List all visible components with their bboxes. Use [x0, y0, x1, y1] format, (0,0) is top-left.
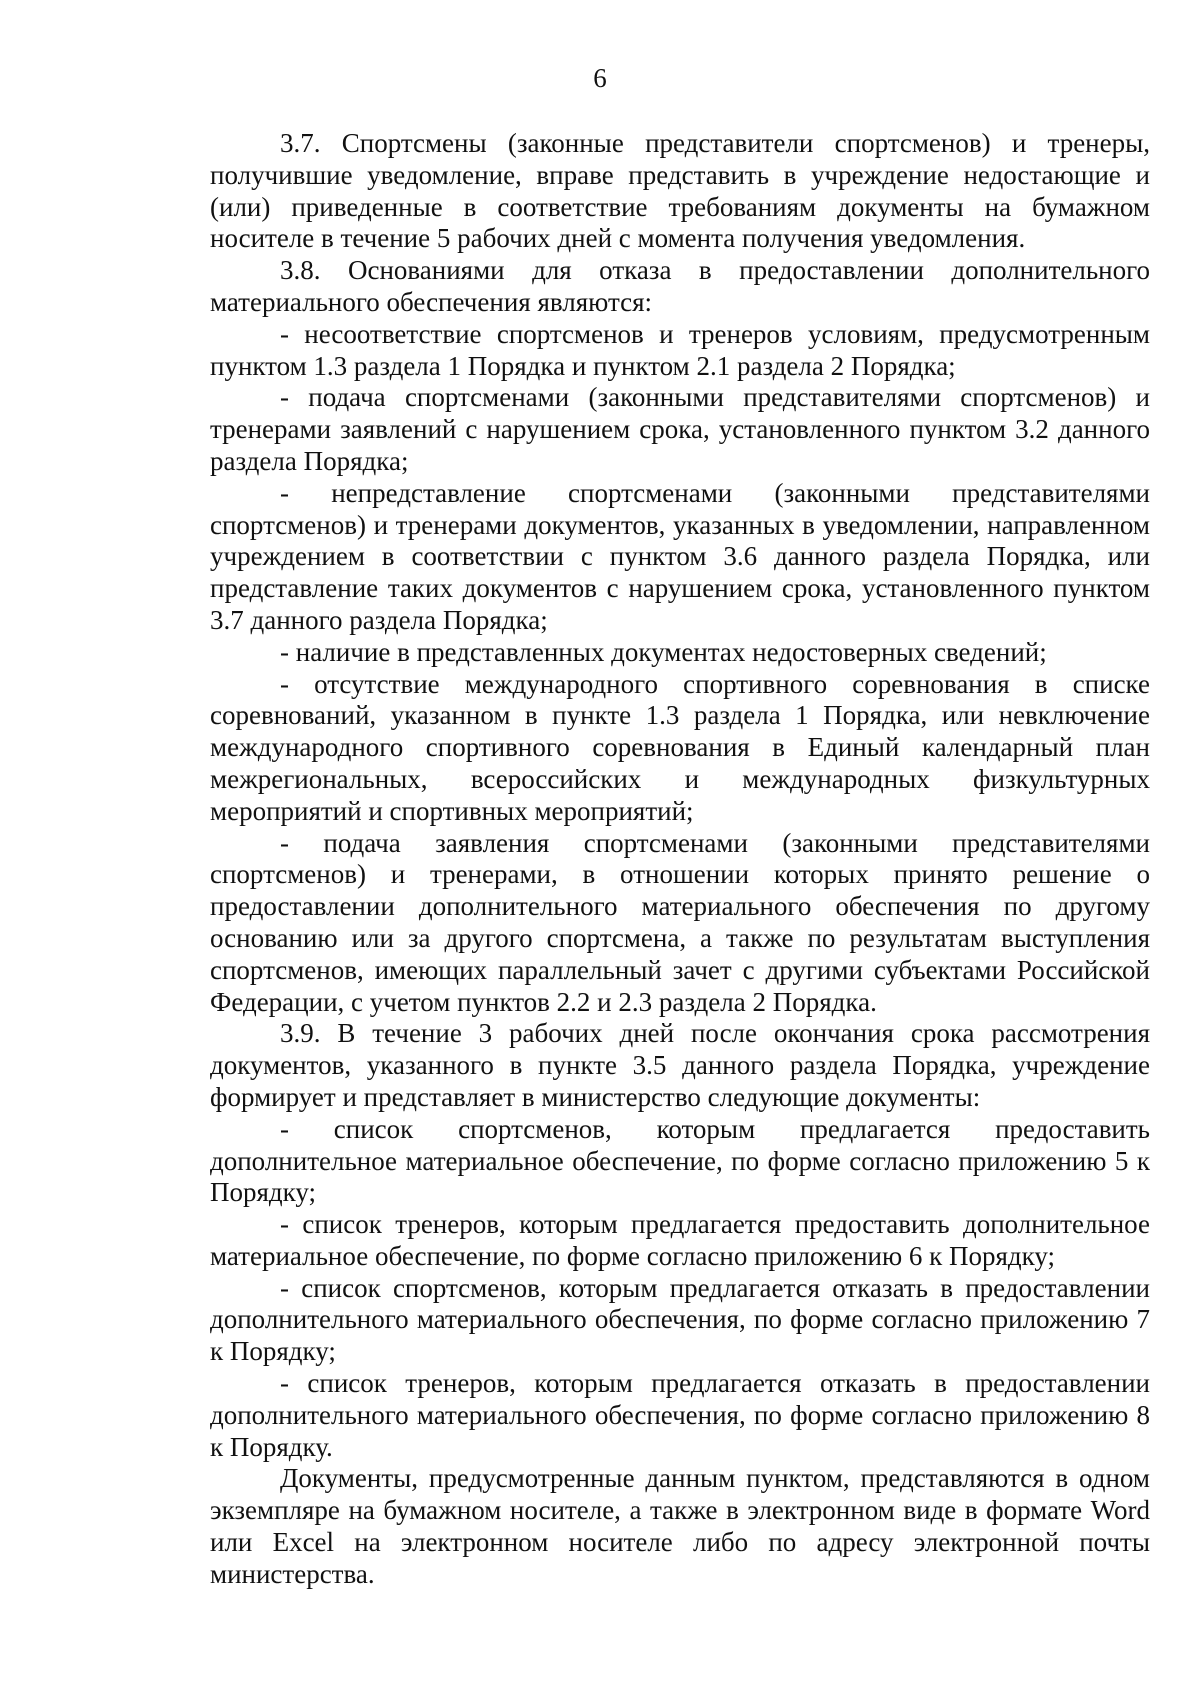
list-item: - непредставление спортсменами (законными представителями спортсменов) и тренерами документов, указанных в уведомлении, направленном учреждением в соответствии с пунктом 3.6 данного раздела Порядка, или представление таких документов с нарушением срока, установленного пунктом 3.7 данного раздела Порядка; [210, 477, 1150, 635]
list-item: - список тренеров, которым предлагается отказать в предоставлении дополнительного материального обеспечения, по форме согласно приложению 8 к Порядку. [210, 1368, 1150, 1462]
list-item: - несоответствие спортсменов и тренеров условиям, предусмотренным пунктом 1.3 раздела 1 Порядка и пунктом 2.1 раздела 2 Порядка; [210, 318, 1150, 381]
list-item: - наличие в представленных документах недостоверных сведений; [280, 636, 1047, 667]
list-item: - список спортсменов, которым предлагается предоставить дополнительное материальное обеспечение, по форме согласно приложению 5 к Порядку; [210, 1113, 1150, 1208]
page-number: 6 [593, 63, 607, 93]
list-item: - список спортсменов, которым предлагается отказать в предоставлении дополнительного материального обеспечения, по форме согласно приложению 7 к Порядку; [210, 1272, 1150, 1367]
list-item: - подача заявления спортсменами (законными представителями спортсменов) и тренерами, в отношении которых принято решение о предоставлении дополнительного материального обеспечения по другому основанию или за другого спортсмена, а также по результатам выступления спортсменов, имеющих параллельный зачет с другими субъектами Российской Федерации, с учетом пунктов 2.2 и 2.3 раздела 2 Порядка. [210, 827, 1150, 1017]
document-body [210, 128, 1150, 1591]
list-item: - отсутствие международного спортивного соревнования в списке соревнований, указанном в пункте 1.3 раздела 1 Порядка, или невключение международного спортивного соревнования в Единый календарный план межрегиональных, всероссийских и международных физкультурных мероприятий и спортивных мероприятий; [210, 668, 1150, 826]
paragraph-3-8: 3.8. Основаниями для отказа в предоставлении дополнительного материального обеспечения являются: [210, 255, 1150, 317]
list-item: - список тренеров, которым предлагается предоставить дополнительное материальное обеспечение, по форме согласно приложению 6 к Порядку; [210, 1209, 1150, 1271]
paragraph-3-9: 3.9. В течение 3 рабочих дней после окончания срока рассмотрения документов, указанного в пункте 3.5 данного раздела Порядка, учреждение формирует и представляет в министерство следующие документы: [210, 1018, 1150, 1112]
list-item: - подача спортсменами (законными представителями спортсменов) и тренерами заявлений с нарушением срока, установленного пунктом 3.2 данного раздела Порядка; [210, 382, 1150, 476]
paragraph-3-7: 3.7. Спортсмены (законные представители спортсменов) и тренеры, получившие уведомление, вправе представить в учреждение недостающие и (или) приведенные в соответствие требованиям документы на бумажном носителе в течение 5 рабочих дней с момента получения уведомления. [210, 128, 1150, 254]
closing-paragraph: Документы, предусмотренные данным пунктом, представляются в одном экземпляре на бумажном носителе, а также в электронном виде в формате Word или Excel на электронном носителе либо по адресу электронной почты министерства. [210, 1463, 1150, 1589]
